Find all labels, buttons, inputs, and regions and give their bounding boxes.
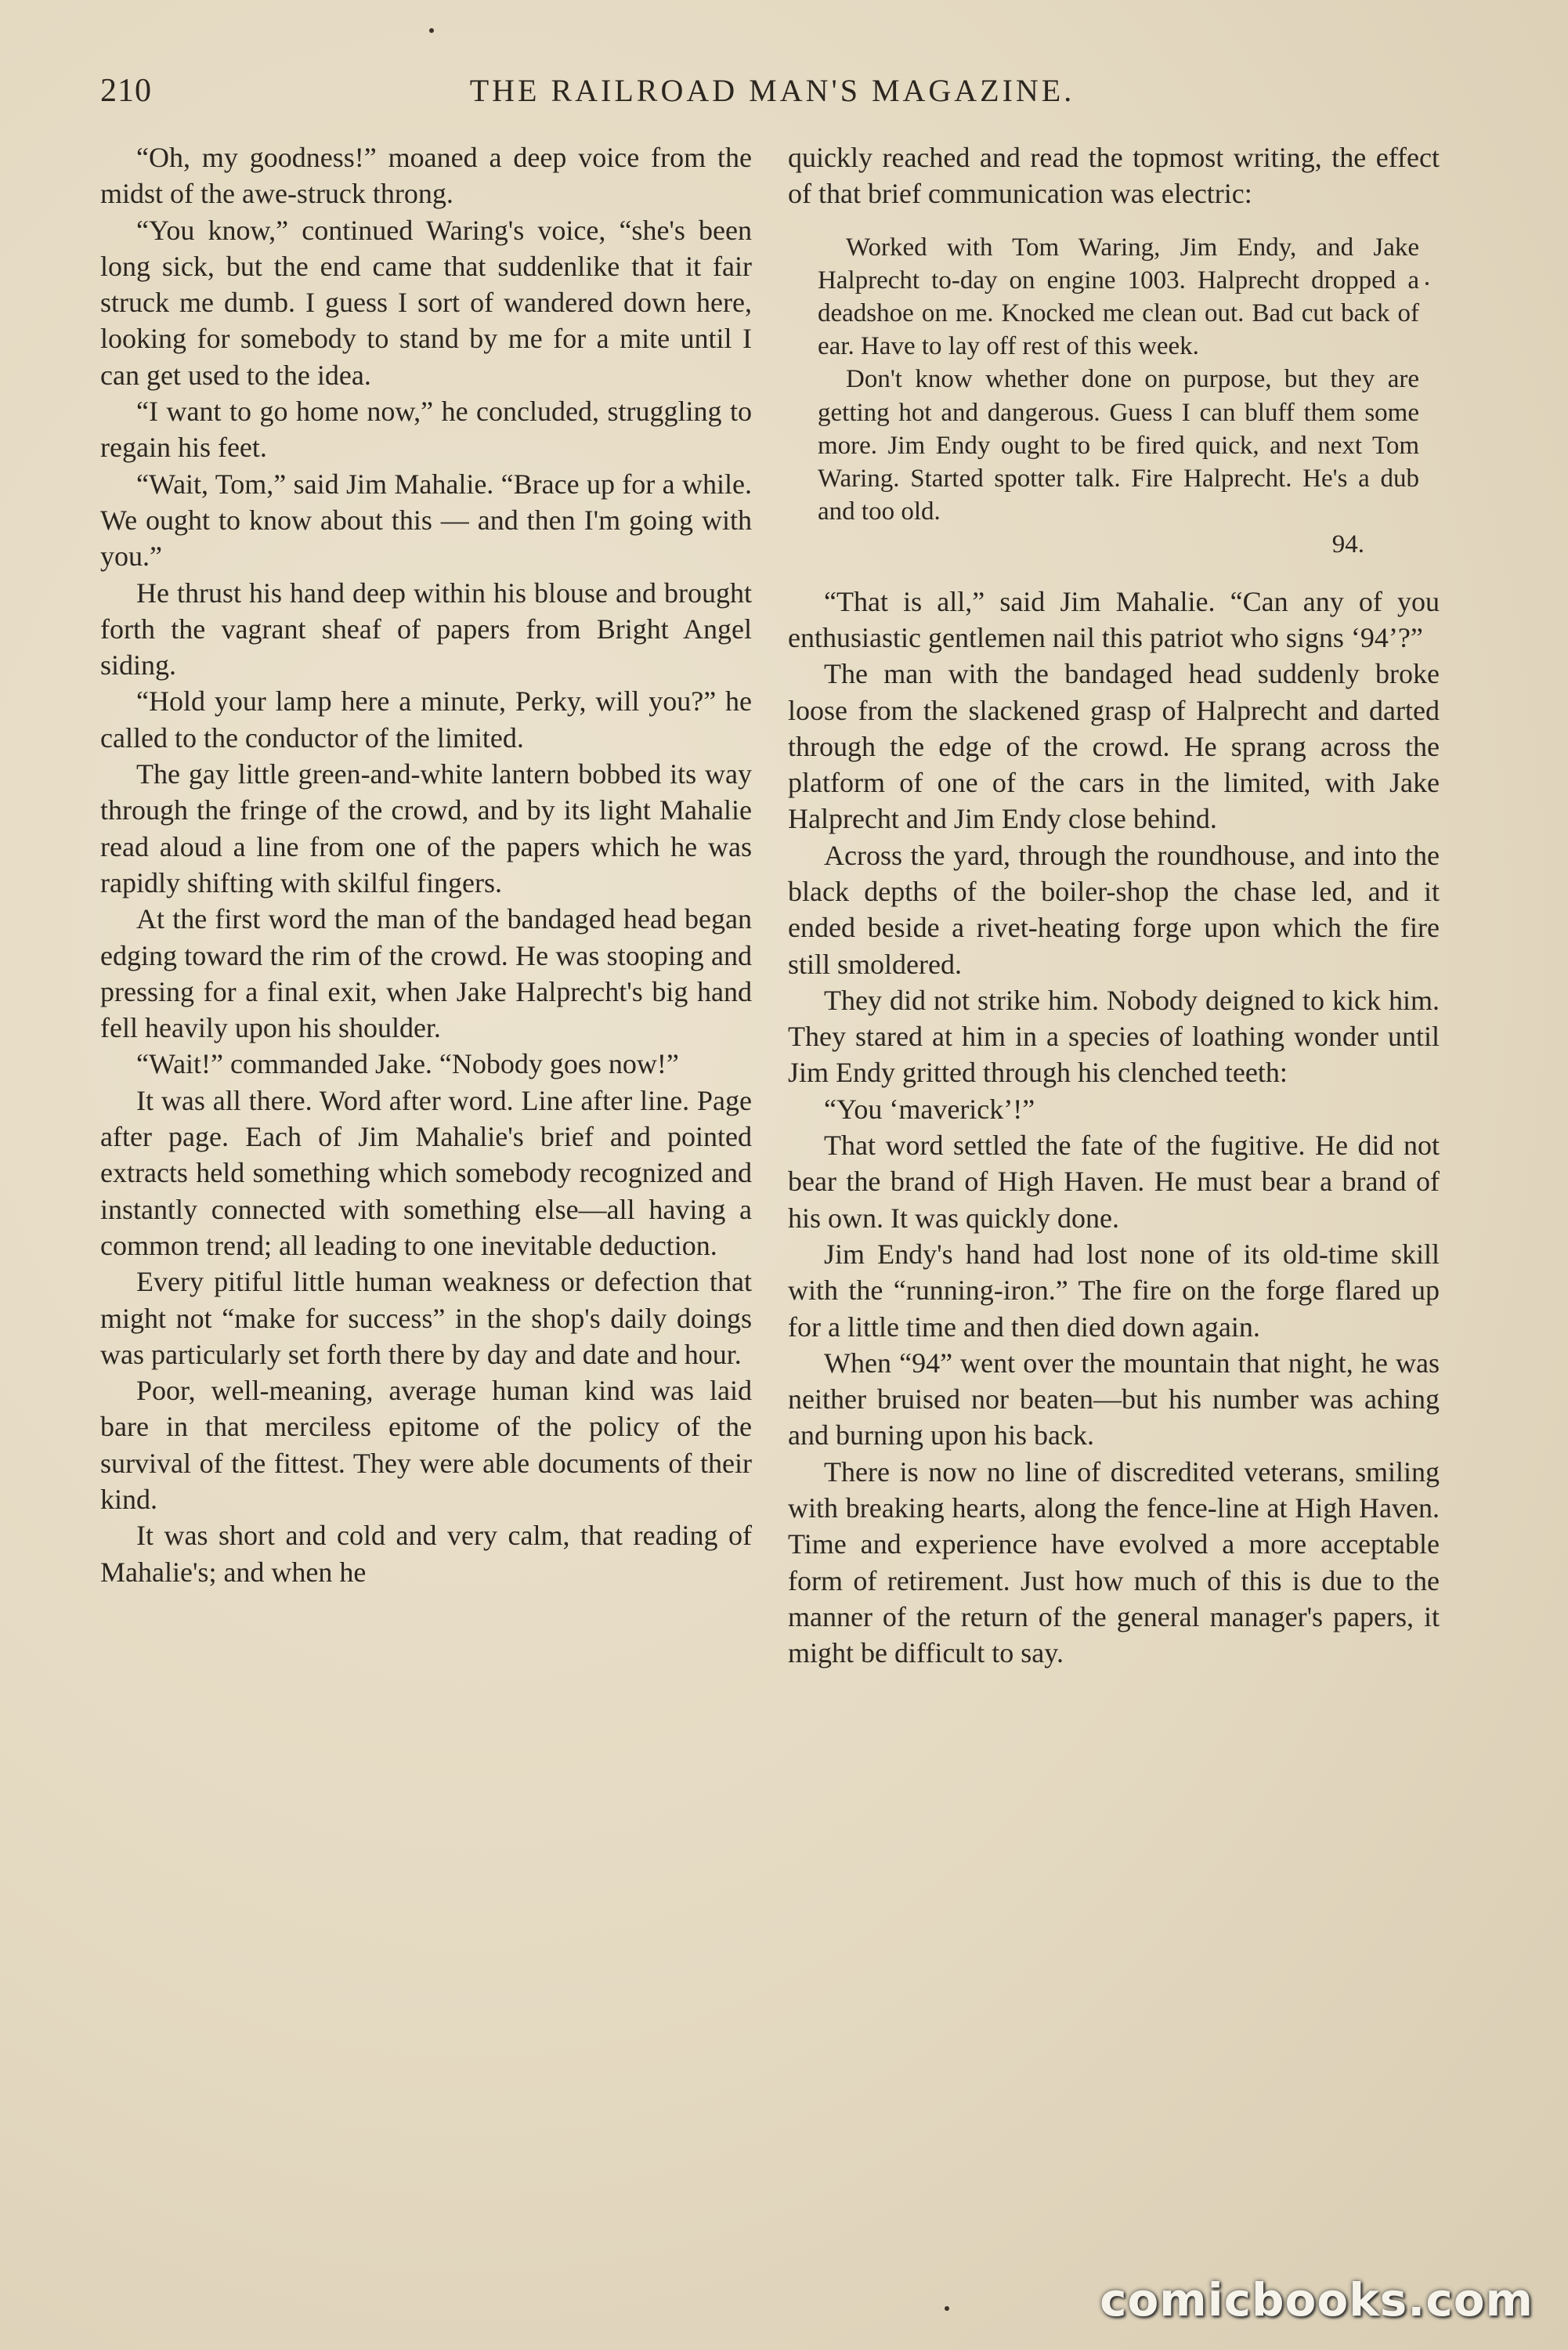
left-column	[100, 139, 752, 1590]
print-speck	[429, 28, 434, 33]
print-speck	[1425, 282, 1429, 285]
page-number: 210	[100, 73, 152, 109]
paragraph: That word settled the fate of the fugitive. He did not bear the brand of High Haven. He must bear a brand of his own. It was quickly done.	[788, 1130, 1440, 1234]
letter-paragraph: Worked with Tom Waring, Jim Endy, and Jake Halprecht to-day on engine 1003. Halprecht dropped a deadshoe on me. Knocked me clean out. Bad cut back of ear. Have to lay off rest of this week.	[818, 233, 1419, 361]
paragraph: They did not strike him. Nobody deigned to kick him. They stared at him in a species of loathing wonder until Jim Endy gritted through his clenched teeth:	[788, 984, 1440, 1089]
paragraph: Poor, well-meaning, average human kind was laid bare in that merciless epitome of the policy of the survival of the fittest. They were able documents of their kind.	[100, 1375, 752, 1515]
letter-signature: 94.	[1331, 530, 1364, 559]
paragraph: “Oh, my goodness!” moaned a deep voice from the midst of the awe-struck throng.	[100, 142, 752, 210]
paragraph-continued: quickly reached and read the topmost writing, the effect of that brief communication was electric:	[788, 142, 1440, 210]
paragraph: When “94” went over the mountain that night, he was neither bruised nor beaten—but his number was aching and burning upon his back.	[788, 1347, 1440, 1452]
quoted-letter	[818, 231, 1419, 562]
paragraph: “You know,” continued Waring's voice, “she's been long sick, but the end came that suddenlike that it fair struck me dumb. I guess I sort of wandered down here, looking for somebody to stand by me for a mite until I can get used to the idea.	[100, 214, 752, 391]
paragraph: “Wait!” commanded Jake. “Nobody goes now!”	[136, 1048, 679, 1080]
paragraph: “Hold your lamp here a minute, Perky, will you?” he called to the conductor of the limited.	[100, 685, 752, 754]
paragraph: There is now no line of discredited veterans, smiling with breaking hearts, along the fence-line at High Haven. Time and experience have evolved a more acceptable form of retirement. Just how much of this is due to the manner of the return of the general manager's papers, it might be difficult to say.	[788, 1455, 1440, 1669]
paragraph: “Wait, Tom,” said Jim Mahalie. “Brace up for a while. We ought to know about this — and then I'm going with you.”	[100, 468, 752, 573]
paragraph: It was all there. Word after word. Line after line. Page after page. Each of Jim Mahalie's brief and pointed extracts held something which somebody recognized and instantly connected with something else—all having a common trend; all leading to one inevitable deduction.	[100, 1084, 752, 1261]
print-speck	[945, 2306, 949, 2311]
paragraph: The man with the bandaged head suddenly broke loose from the slackened grasp of Halprecht and darted through the edge of the crowd. He sprang across the platform of one of the cars in the limited, with Jake Halprecht and Jim Endy close behind.	[788, 658, 1440, 835]
paragraph: “You ‘maverick’!”	[824, 1093, 1035, 1125]
paragraph: The gay little green-and-white lantern bobbed its way through the fringe of the crowd, and by its light Mahalie read aloud a line from one of the papers which he was rapidly shifting with skilful fingers.	[100, 758, 752, 898]
page-header	[100, 72, 1444, 119]
paragraph: “I want to go home now,” he concluded, struggling to regain his feet.	[100, 396, 752, 464]
paragraph: Across the yard, through the roundhouse, and into the black depths of the boiler-shop the chase led, and it ended beside a rivet-heating forge upon which the fire still smoldered.	[788, 839, 1440, 980]
right-column	[788, 139, 1440, 1672]
paragraph: Every pitiful little human weakness or defection that might not “make for success” in the shop's daily doings was particularly set forth there by day and date and hour.	[100, 1266, 752, 1370]
paragraph: It was short and cold and very calm, that reading of Mahalie's; and when he	[100, 1520, 752, 1588]
paragraph: “That is all,” said Jim Mahalie. “Can any of you enthusiastic gentlemen nail this patriot who signs ‘94’?”	[788, 585, 1440, 653]
running-title: THE RAILROAD MAN'S MAGAZINE.	[469, 73, 1075, 108]
site-watermark: comicbooks.com	[1100, 2273, 1534, 2326]
paragraph: Jim Endy's hand had lost none of its old-time skill with the “running-iron.” The fire on the forge flared up for a little time and then died down again.	[788, 1238, 1440, 1343]
letter-paragraph: Don't know whether done on purpose, but they are getting hot and dangerous. Guess I can bluff them some more. Jim Endy ought to be fired quick, and next Tom Waring. Started spotter talk. Fire Halprecht. He's a dub and too old.	[818, 365, 1419, 526]
paragraph: He thrust his hand deep within his blouse and brought forth the vagrant sheaf of papers from Bright Angel siding.	[100, 577, 752, 682]
paragraph: At the first word the man of the bandaged head began edging toward the rim of the crowd. He was stooping and pressing for a final exit, when Jake Halprecht's big hand fell heavily upon his shoulder.	[100, 903, 752, 1044]
